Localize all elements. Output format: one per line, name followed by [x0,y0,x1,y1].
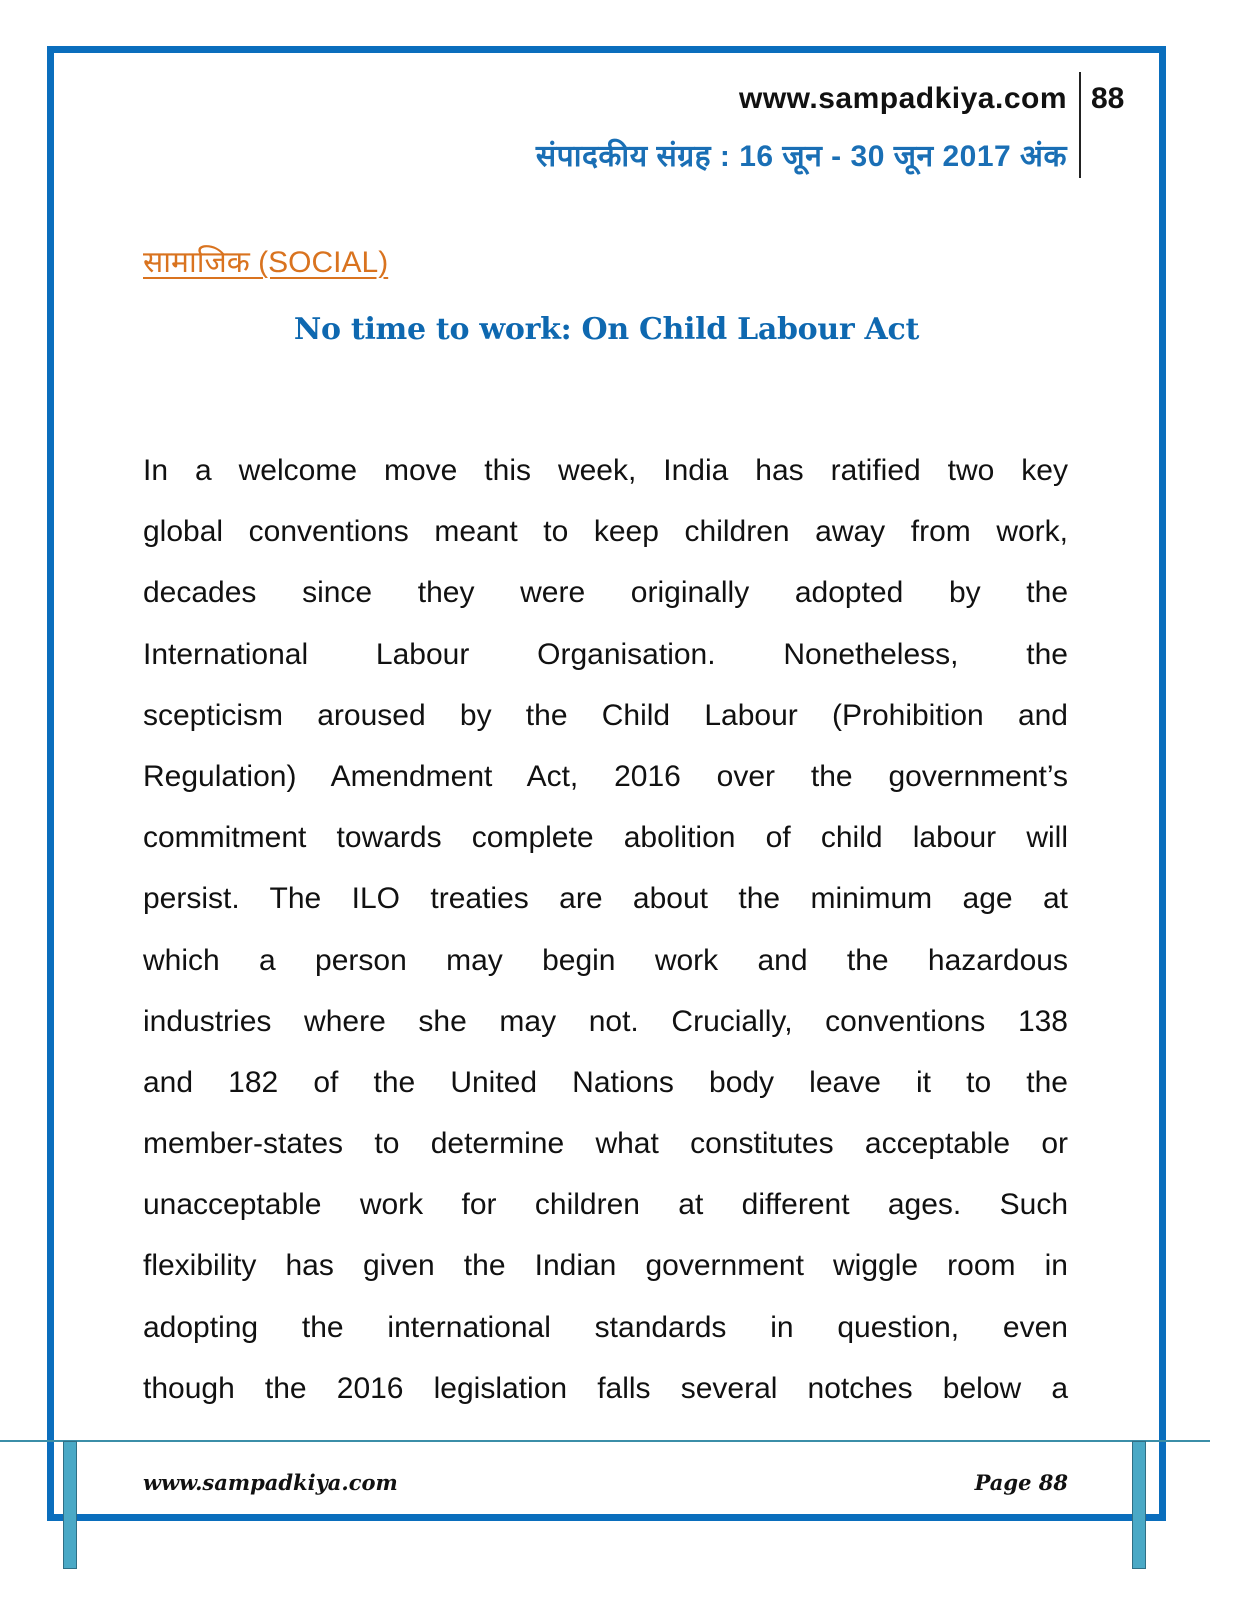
article-line: scepticism aroused by the Child Labour (Prohibition and [143,698,1068,732]
article-line: industries where she may not. Crucially, conventions 138 [143,1004,1068,1038]
article-line: persist. The ILO treaties are about the minimum age at [143,882,1068,916]
article-line: global conventions meant to keep children away from work, [143,515,1068,549]
footer-rule [0,1440,1210,1442]
header-page-number: 88 [1091,82,1125,115]
article-body [143,440,1068,1419]
article-line: adopting the international standards in question, even [143,1310,1068,1344]
article-line: and 182 of the United Nations body leave it to the [143,1065,1068,1099]
article-line: though the 2016 legislation falls several notches below a [143,1371,1068,1405]
footer-bar-left [63,1441,77,1569]
footer-bar-right [1132,1441,1146,1569]
article-line: which a person may begin work and the hazardous [143,943,1068,977]
article-title: No time to work: On Child Labour Act [293,312,920,347]
footer-page-label: Page 88 [974,1470,1068,1495]
article-line: flexibility has given the Indian government wiggle room in [143,1249,1068,1283]
section-heading: सामाजिक (SOCIAL) [143,246,389,279]
header-issue-label: संपादकीय संग्रह : 16 जून - 30 जून 2017 अंक [535,140,1067,173]
article-line: International Labour Organisation. Nonetheless, the [143,637,1068,671]
article-line: commitment towards complete abolition of child labour will [143,821,1068,855]
article-line: Regulation) Amendment Act, 2016 over the government’s [143,759,1068,793]
footer-site-url: www.sampadkiya.com [143,1470,398,1495]
article-line: member-states to determine what constitutes acceptable or [143,1127,1068,1161]
header-divider [1079,72,1081,178]
article-line: decades since they were originally adopted by the [143,576,1068,610]
article-line: unacceptable work for children at different ages. Such [143,1188,1068,1222]
header-site-url: www.sampadkiya.com [738,82,1067,115]
article-line: In a welcome move this week, India has ratified two key [143,454,1068,487]
